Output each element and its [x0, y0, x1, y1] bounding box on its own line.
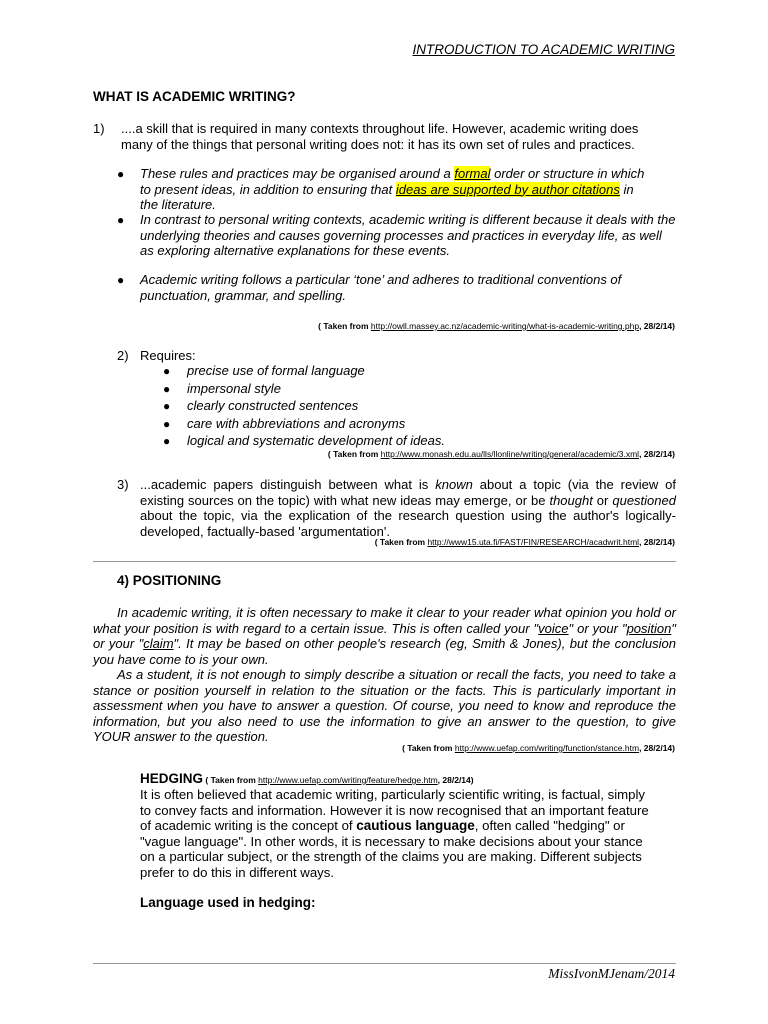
item-1-bullet-2: In contrast to personal writing contexts, academic writing is different because it deals with the underlying theories and causes governing processes and practices in everyday life, as well as exploring alternative explanations for these events. [140, 212, 676, 258]
item-1-number: 1) [93, 121, 105, 136]
footer-author: MissIvonMJenam/2014 [548, 966, 675, 981]
bullet-icon: ● [163, 417, 171, 431]
highlight-author-citations: ideas are supported by author citations [395, 181, 620, 197]
hedging-paragraph: It is often believed that academic writing, particularly scientific writing, is factual, simply to convey facts and information. However it is now recognised that an important feature of academic writing is the concept of cautious language, often called "hedging" or "vague language". In other words, it is necessary to make decisions about your stance on a particular subject, or the strength of the claims you are making. Different subjects prefer to do this in different ways. [140, 787, 649, 880]
item-2-number: 2) [117, 348, 129, 363]
positioning-source: ( Taken from http://www.uefap.com/writing/function/stance.htm, 28/2/14) [402, 743, 675, 753]
bullet-icon: ● [163, 399, 171, 413]
positioning-paragraph-1: In academic writing, it is often necessary to make it clear to your reader what opinion you hold or what your position is with regard to a certain issue. This is often called your "voice" or your "position" or your "claim". It may be based on other people's research (eg, Smith & Jones), but the conclusion you have come to is your own. [93, 605, 676, 667]
item-2-bullet: impersonal style [187, 381, 281, 396]
item-3-text: ...academic papers distinguish between what is known about a topic (via the review of existing sources on the topic) with what new ideas may emerge, or be thought or questioned about the topic, via the explication of the research question using the author's logically-developed, factually-based 'argumentation'. [140, 477, 676, 539]
hedging-subheading: Language used in hedging: [140, 895, 316, 910]
item-2-source: ( Taken from http://www.monash.edu.au/lls/llonline/writing/general/academic/3.xml, 28/2/14) [327, 449, 675, 459]
footer-divider [93, 963, 676, 964]
running-header: INTRODUCTION TO ACADEMIC WRITING [412, 42, 675, 57]
source-link[interactable]: http://www.monash.edu.au/lls/llonline/writing/general/academic/3.xml [380, 449, 640, 459]
source-link[interactable]: http://www.uefap.com/writing/function/stance.htm [454, 743, 640, 753]
item-1-text: ....a skill that is required in many contexts throughout life. However, academic writing does many of the things that personal writing does not: it has its own set of rules and practices. [121, 121, 639, 152]
page-title: WHAT IS ACADEMIC WRITING? [93, 89, 296, 104]
item-2-label: Requires: [140, 348, 196, 363]
item-1-bullet-1: These rules and practices may be organised around a formal order or structure in which to present ideas, in addition to ensuring that ideas are supported by author citations in the literature. [140, 166, 645, 212]
positioning-paragraph-2: As a student, it is not enough to simply describe a situation or recall the facts, you need to take a stance or position yourself in relation to the situation or the facts. This is particularly important in assessment when you have to answer a question. Of course, you need to know and reproduce the information, but you also need to use the information to give an answer to the question, to give YOUR answer to the question. [93, 667, 676, 744]
bullet-icon: ● [117, 213, 125, 227]
hedging-title-line: HEDGING ( Taken from http://www.uefap.com/writing/feature/hedge.htm, 28/2/14) [140, 771, 474, 786]
item-3-number: 3) [117, 477, 129, 492]
bullet-icon: ● [117, 273, 125, 287]
bullet-icon: ● [163, 382, 171, 396]
item-2-bullet: care with abbreviations and acronyms [187, 416, 406, 431]
bullet-icon: ● [163, 434, 171, 448]
item-3-source: ( Taken from http://www15.uta.fi/FAST/FIN/RESEARCH/acadwrit.html, 28/2/14) [374, 537, 675, 547]
source-link[interactable]: http://www.uefap.com/writing/feature/hedge.htm [258, 775, 438, 785]
source-link[interactable]: http://www15.uta.fi/FAST/FIN/RESEARCH/acadwrit.html [427, 537, 640, 547]
hedging-title: HEDGING [140, 771, 204, 786]
section-divider [93, 561, 676, 562]
highlight-formal: formal [454, 166, 491, 181]
item-2-bullet: logical and systematic development of ideas. [187, 433, 445, 448]
bullet-icon: ● [163, 364, 171, 378]
item-1-bullet-3: Academic writing follows a particular ‘tone’ and adheres to traditional conventions of punctuation, grammar, and spelling. [140, 272, 622, 303]
positioning-heading: 4) POSITIONING [117, 573, 222, 588]
bullet-icon: ● [117, 167, 125, 181]
source-link[interactable]: http://owll.massey.ac.nz/academic-writing/what-is-academic-writing.php [370, 321, 640, 331]
item-2-bullet: precise use of formal language [187, 363, 365, 378]
item-1-source: ( Taken from http://owll.massey.ac.nz/academic-writing/what-is-academic-writing.php, 28/2/14) [318, 321, 675, 331]
item-2-bullet: clearly constructed sentences [187, 398, 359, 413]
